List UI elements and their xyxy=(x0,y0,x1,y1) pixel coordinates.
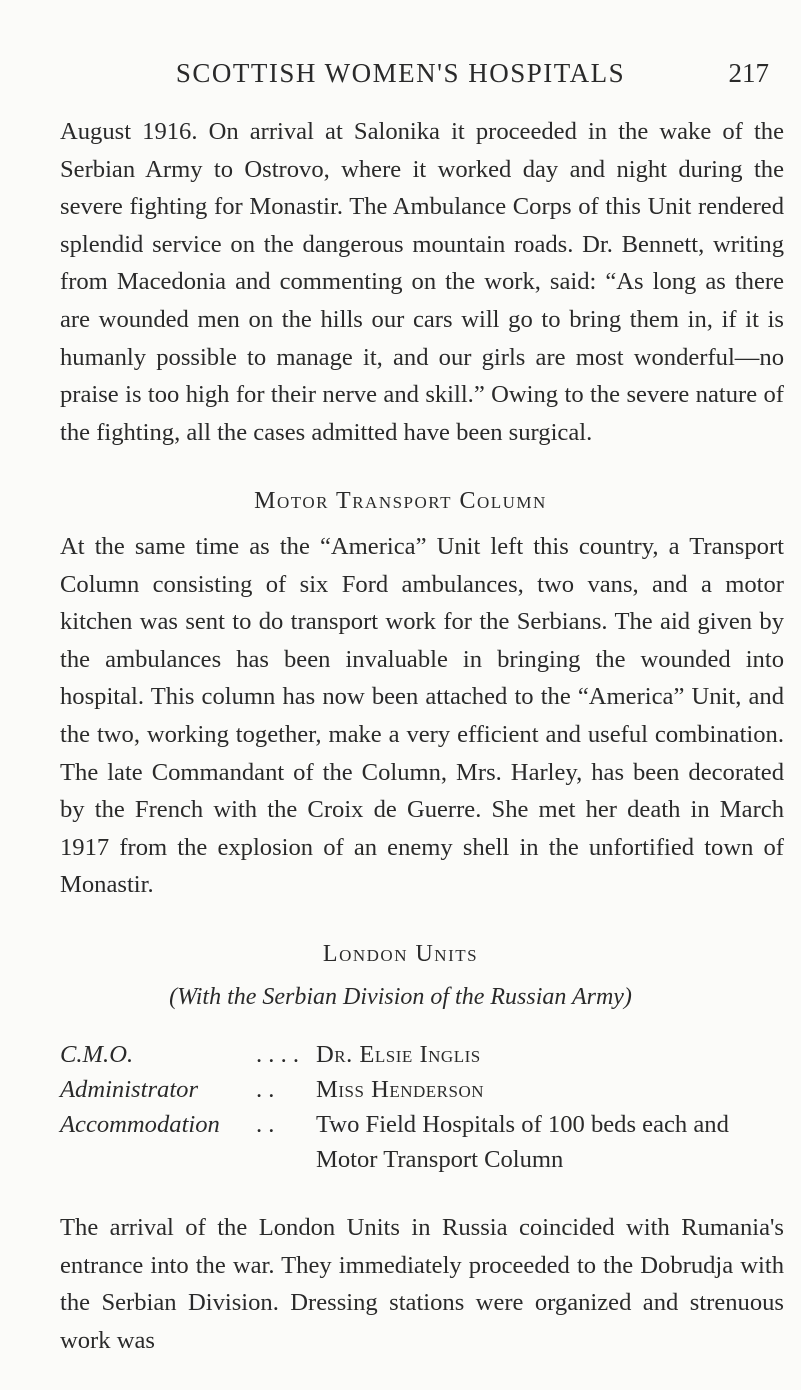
staff-label: Accommodation xyxy=(60,1111,220,1138)
staff-row-administrator xyxy=(60,1072,784,1107)
paragraph-london-units-russia: The arrival of the London Units in Russia coincided with Rumania's entrance into the war. They immediately proceeded to the Dobrudja with the Serbian Division. Dressing stations were organized and strenuous work was xyxy=(60,1214,784,1354)
leader-dots: . . xyxy=(256,1076,275,1103)
staff-label: Administrator xyxy=(60,1076,199,1103)
leader-dots: . . . . xyxy=(256,1041,300,1068)
heading-london-units: London Units xyxy=(322,941,479,967)
staff-list xyxy=(60,1037,784,1177)
staff-row-accommodation xyxy=(60,1107,784,1177)
staff-row-cmo xyxy=(60,1037,784,1072)
staff-value: Dr. Elsie Inglis xyxy=(316,1041,481,1068)
paragraph-transport-column: At the same time as the “America” Unit left this country, a Transport Column consisting of six Ford ambulances, two vans, and a motor kitchen was sent to do transport work for the Serbians. The aid given by the ambulances has been invaluable in bringing the wounded into hospital. This column has now been attached to the “America” Unit, and the two, working together, make a very efficient and useful combination. The late Commandant of the Column, Mrs. Harley, has been decorated by the French with the Croix de Guerre. She met her death in March 1917 from the explosion of an enemy shell in the unfortified town of Monastir. xyxy=(60,533,784,899)
leader-dots: . . xyxy=(256,1111,275,1138)
staff-value: Miss Henderson xyxy=(316,1076,485,1103)
page-number: 217 xyxy=(728,58,769,88)
paragraph-salonika: August 1916. On arrival at Salonika it proceeded in the wake of the Serbian Army to Ostrovo, where it worked day and night during the severe fighting for Monastir. The Ambulance Corps of this Unit rendered splendid service on the dangerous mountain roads. Dr. Bennett, writing from Macedonia and commenting on the work, said: “As long as there are wounded men on the hills our cars will go to bring them in, if it is humanly possible to manage it, and our girls are most wonderful—no praise is too high for their nerve and skill.” Owing to the severe nature of the fighting, all the cases admitted have been surgical. xyxy=(60,118,784,446)
subheading-serbian-division: (With the Serbian Division of the Russian Army) xyxy=(169,984,632,1010)
running-head: SCOTTISH WOMEN'S HOSPITALS xyxy=(175,58,626,88)
staff-value: Two Field Hospitals of 100 beds each and Motor Transport Column xyxy=(316,1111,729,1173)
staff-label: C.M.O. xyxy=(60,1041,134,1068)
heading-motor-transport-column: Motor Transport Column xyxy=(254,488,547,514)
